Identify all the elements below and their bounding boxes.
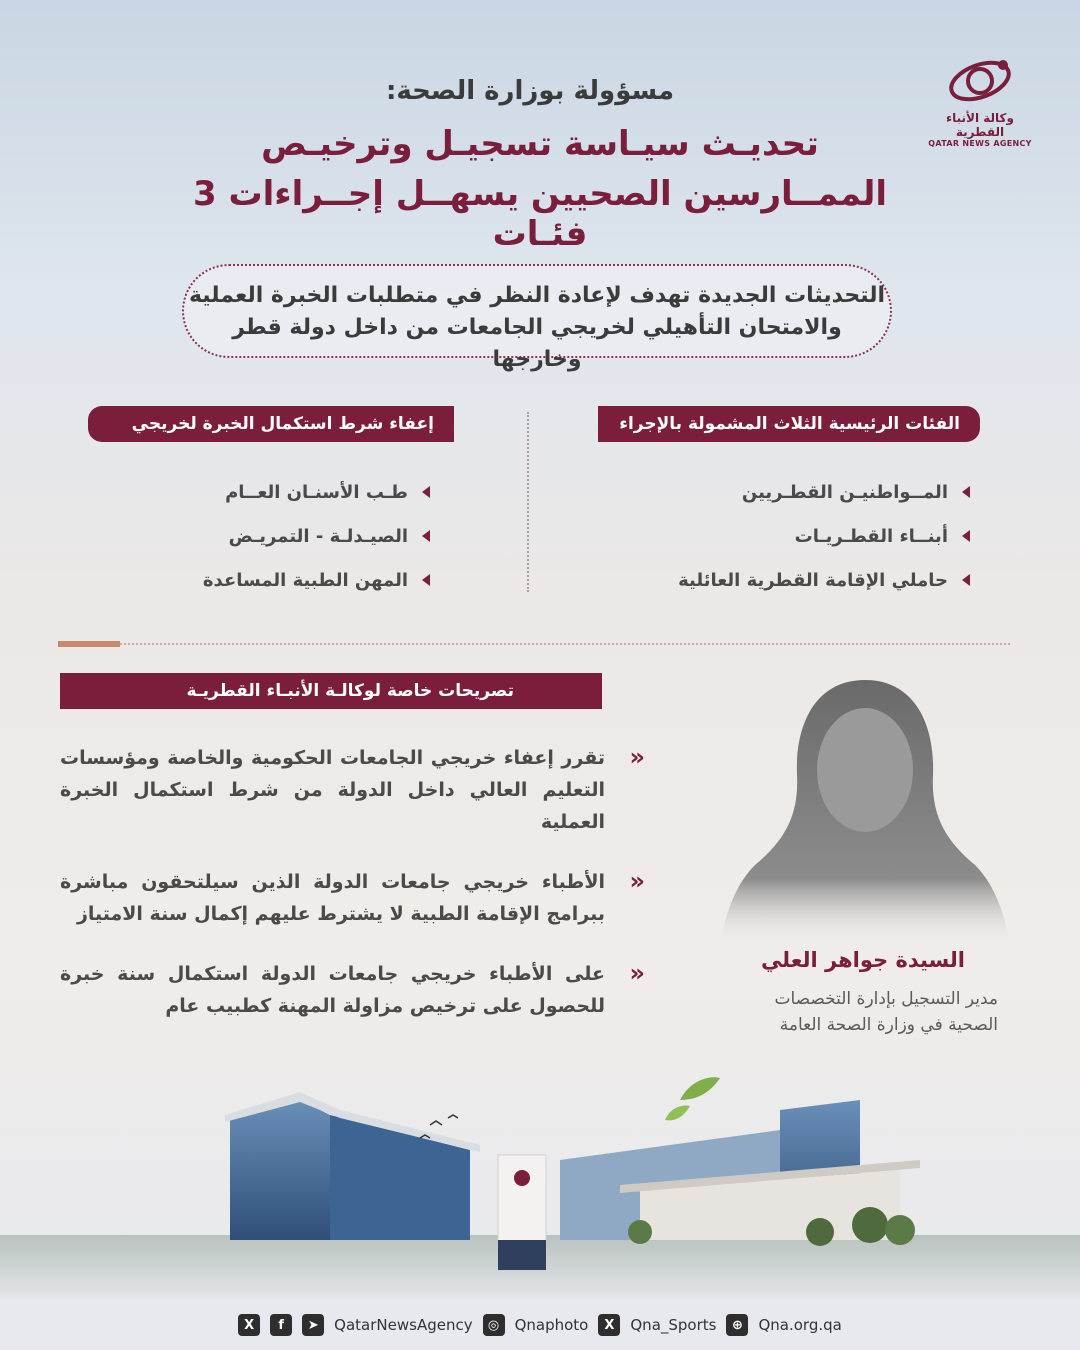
person-silhouette-image — [715, 665, 1015, 945]
x-icon[interactable]: X — [598, 1314, 620, 1336]
exemption-heading: إعفاء شرط استكمال الخبرة لخريجي — [88, 406, 454, 442]
section-divider — [60, 643, 1010, 645]
triangle-bullet-icon — [962, 486, 970, 498]
facebook-icon[interactable]: f — [270, 1314, 292, 1336]
logo-arabic-text: وكالة الأنباء القطرية — [946, 111, 1014, 139]
instagram-icon[interactable]: ◎ — [483, 1314, 505, 1336]
statements-heading: تصريحات خاصة لوكالـة الأنبـاء القطريـة — [60, 673, 602, 709]
triangle-bullet-icon — [962, 574, 970, 586]
column-divider — [527, 412, 529, 592]
handle-sports-text[interactable]: Qna_Sports — [630, 1316, 717, 1334]
headline-title-line1: تحديـث سيـاسة تسجيـل وترخيـص — [261, 124, 819, 164]
double-chevron-icon: « — [629, 743, 645, 771]
web-icon[interactable]: ⊕ — [726, 1314, 748, 1336]
statement-item: « على الأطباء خريجي جامعات الدولة استكمال سنة خبرة للحصول على ترخيص مزاولة المهنة كطبيب عام — [60, 959, 645, 1017]
person-name: السيدة جواهر العلي — [760, 948, 965, 972]
exemption-list — [130, 470, 430, 602]
logo-english-text: QATAR NEWS AGENCY — [928, 139, 1032, 148]
list-item: أبنــاء القطـريـات — [600, 514, 970, 558]
statement-item: « الأطباء خريجي جامعات الدولة الذين سيلتحقون مباشرة ببرامج الإقامة الطبية لا يشترط عليهم إكمال سنة الامتياز — [60, 867, 645, 925]
list-item: المهن الطبية المساعدة — [130, 558, 430, 602]
qna-emblem-icon — [945, 55, 1015, 107]
website-text[interactable]: Qna.org.qa — [758, 1316, 842, 1334]
telegram-icon[interactable]: ➤ — [302, 1314, 324, 1336]
intro-line1: التحديثات الجديدة تهدف لإعادة النظر في متطلبات الخبرة العملية — [188, 283, 886, 308]
statements-list — [60, 742, 645, 1050]
list-item: طـب الأسنـان العــام — [130, 470, 430, 514]
triangle-bullet-icon — [422, 574, 430, 586]
list-item: حاملي الإقامة القطرية العائلية — [600, 558, 970, 602]
categories-list — [600, 470, 970, 602]
qna-logo — [925, 55, 1035, 148]
list-item: الصيـدلـة - التمريـض — [130, 514, 430, 558]
x-icon[interactable]: X — [238, 1314, 260, 1336]
headline-kicker: مسؤولة بوزارة الصحة: — [385, 76, 675, 106]
footer-social-bar — [0, 1300, 1080, 1350]
handle-photo-text[interactable]: Qnaphoto — [514, 1316, 589, 1334]
list-item: المــواطنيـن القطـريين — [600, 470, 970, 514]
categories-heading: الفئات الرئيسية الثلاث المشمولة بالإجراء — [598, 406, 980, 442]
intro-line2: والامتحان التأهيلي لخريجي الجامعات من داخل دولة قطر وخارجها — [232, 315, 842, 372]
headline-title-line2: الممــارسين الصحيين يسهــل إجــراءات 3 فئـات — [192, 174, 888, 254]
triangle-bullet-icon — [422, 486, 430, 498]
intro-box — [182, 264, 892, 372]
triangle-bullet-icon — [422, 530, 430, 542]
hospital-buildings-illustration — [0, 1060, 1080, 1300]
double-chevron-icon: « — [629, 867, 645, 895]
section-divider-accent — [58, 641, 120, 647]
handle-main-text[interactable]: QatarNewsAgency — [334, 1316, 473, 1334]
triangle-bullet-icon — [962, 530, 970, 542]
statement-item: « تقرر إعفاء خريجي الجامعات الحكومية والخاصة ومؤسسات التعليم العالي داخل الدولة من شرط استكمال الخبرة العملية — [60, 743, 645, 833]
person-role: مدير التسجيل بإدارة التخصصات الصحية في وزارة الصحة العامة — [774, 989, 998, 1035]
double-chevron-icon: « — [629, 959, 645, 987]
